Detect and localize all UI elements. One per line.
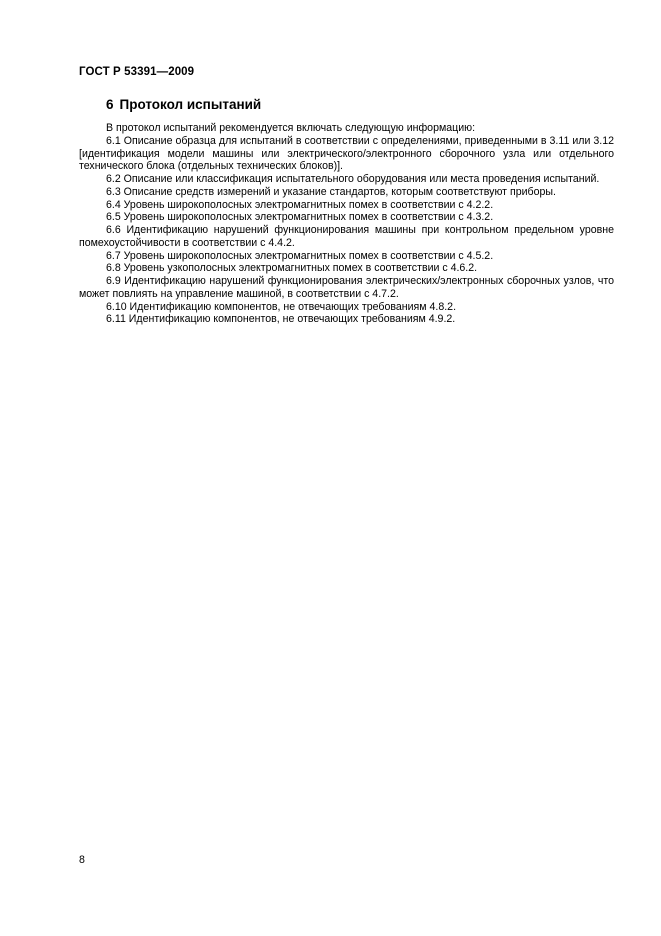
paragraph-6-1: 6.1 Описание образца для испытаний в соответствии с определениями, приведенными в 3.11 или 3.12 [идентификация модели машины или электрического/электронного сборочного узла или отдельного технического блока (отдельных технических блоков)]. [79, 134, 614, 173]
document-header-id: ГОСТ Р 53391—2009 [79, 66, 195, 78]
paragraph-6-7: 6.7 Уровень широкополосных электромагнитных помех в соответствии с 4.5.2. [106, 249, 494, 262]
section-body [79, 122, 614, 326]
paragraph-6-3: 6.3 Описание средств измерений и указание стандартов, которым соответствуют приборы. [106, 185, 556, 198]
paragraph-6-2: 6.2 Описание или классификация испытательного оборудования или места проведения испытаний. [106, 173, 600, 185]
paragraph-6-9: 6.9 Идентификацию нарушений функционирования электрических/электронных сборочных узлов, что может повлиять на управление машиной, в соответствии с 4.7.2. [79, 275, 614, 300]
paragraph-6-4: 6.4 Уровень широкополосных электромагнитных помех в соответствии с 4.2.2. [106, 198, 494, 211]
paragraph-intro: В протокол испытаний рекомендуется включать следующую информацию: [106, 122, 476, 134]
paragraph-6-5: 6.5 Уровень широкополосных электромагнитных помех в соответствии с 4.3.2. [106, 211, 494, 224]
paragraph-6-11: 6.11 Идентификацию компонентов, не отвечающих требованиям 4.9.2. [106, 313, 456, 326]
section-number: 6 [106, 97, 114, 112]
paragraph-6-6: 6.6 Идентификацию нарушений функционирования машины при контрольном предельном уровне помехоустойчивости в соответствии с 4.4.2. [79, 224, 614, 249]
section-title-text: Протокол испытаний [119, 97, 262, 112]
paragraph-6-8: 6.8 Уровень узкополосных электромагнитных помех в соответствии с 4.6.2. [106, 262, 478, 275]
paragraph-6-10: 6.10 Идентификацию компонентов, не отвечающих требованиям 4.8.2. [106, 300, 457, 313]
page-number: 8 [79, 854, 85, 866]
section-heading [106, 97, 261, 112]
